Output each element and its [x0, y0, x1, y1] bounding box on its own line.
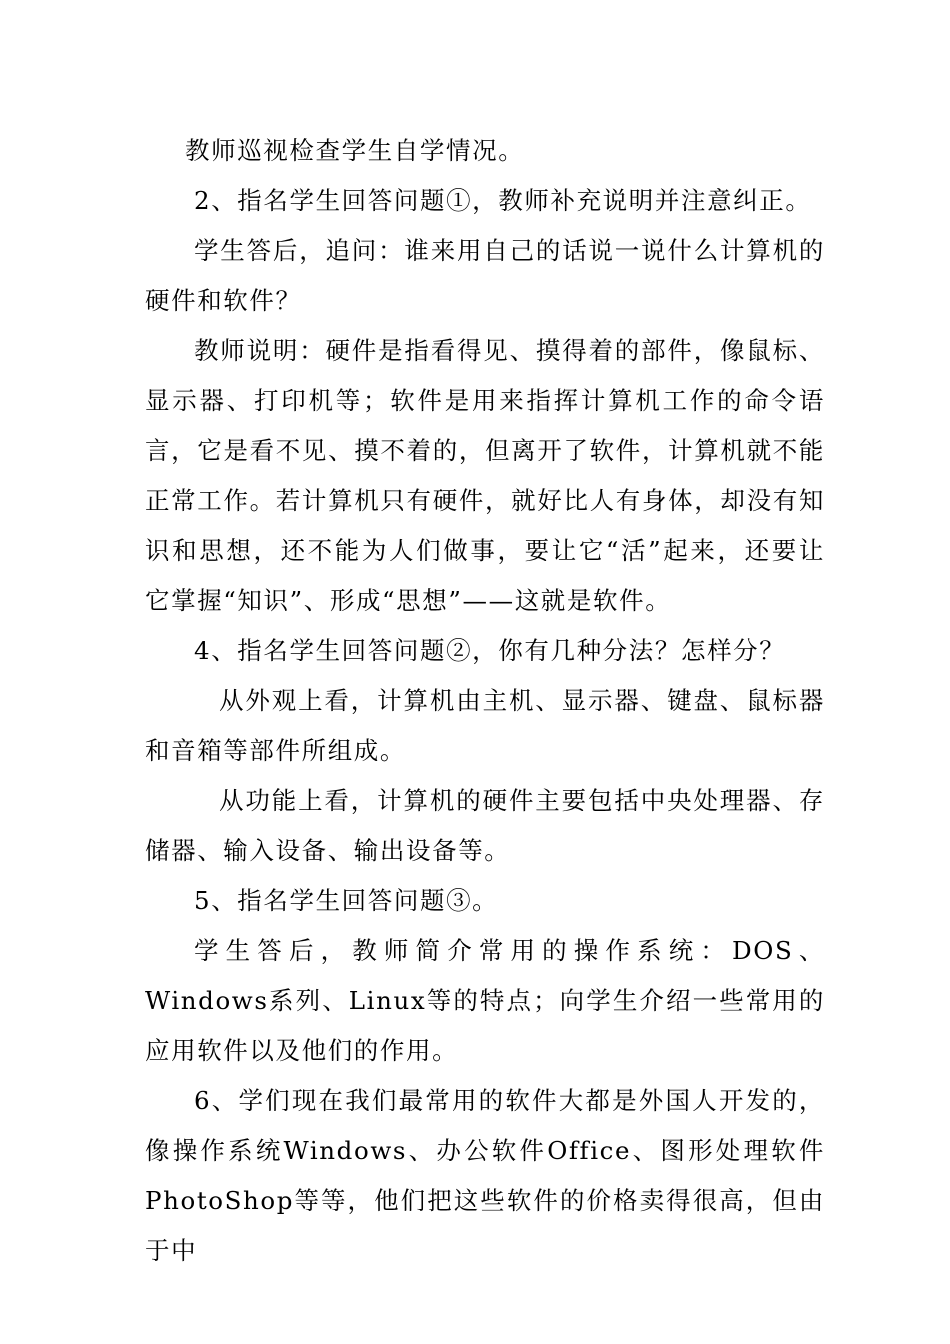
paragraph-teacher-explanation: 教师说明：硬件是指看得见、摸得着的部件，像鼠标、显示器、打印机等；软件是用来指挥计算机工作的命令语言，它是看不见、摸不着的，但离开了软件，计算机就不能正常工作。若计算机只有硬件，就好比人有身体，却没有知识和思想，还不能为人们做事，要让它“活”起来，还要让它掌握“知识”、形成“思想”——这就是软件。 [145, 336, 825, 615]
document-body [145, 126, 825, 1276]
paragraph-item-2: 2、指名学生回答问题①，教师补充说明并注意纠正。 [194, 186, 812, 215]
paragraph-teacher-patrol: 教师巡视检查学生自学情况。 [185, 136, 525, 165]
paragraph-follow-up-question: 学生答后，追问：谁来用自己的话说一说什么计算机的硬件和软件？ [145, 236, 825, 315]
paragraph-function-view: 从功能上看，计算机的硬件主要包括中央处理器、存储器、输入设备、输出设备等。 [145, 786, 825, 865]
paragraph-item-4: 4、指名学生回答问题②，你有几种分法？怎样分？ [194, 636, 786, 665]
paragraph-operating-systems: 学生答后，教师简介常用的操作系统：DOS、Windows系列、Linux等的特点；向学生介绍一些常用的应用软件以及他们的作用。 [145, 936, 825, 1065]
paragraph-item-6: 6、学们现在我们最常用的软件大都是外国人开发的，像操作系统Windows、办公软件Office、图形处理软件PhotoShop等等，他们把这些软件的价格卖得很高，但由于中 [145, 1086, 825, 1265]
paragraph-appearance-view: 从外观上看，计算机由主机、显示器、键盘、鼠标器和音箱等部件所组成。 [145, 686, 825, 765]
paragraph-item-5: 5、指名学生回答问题③。 [194, 886, 499, 915]
